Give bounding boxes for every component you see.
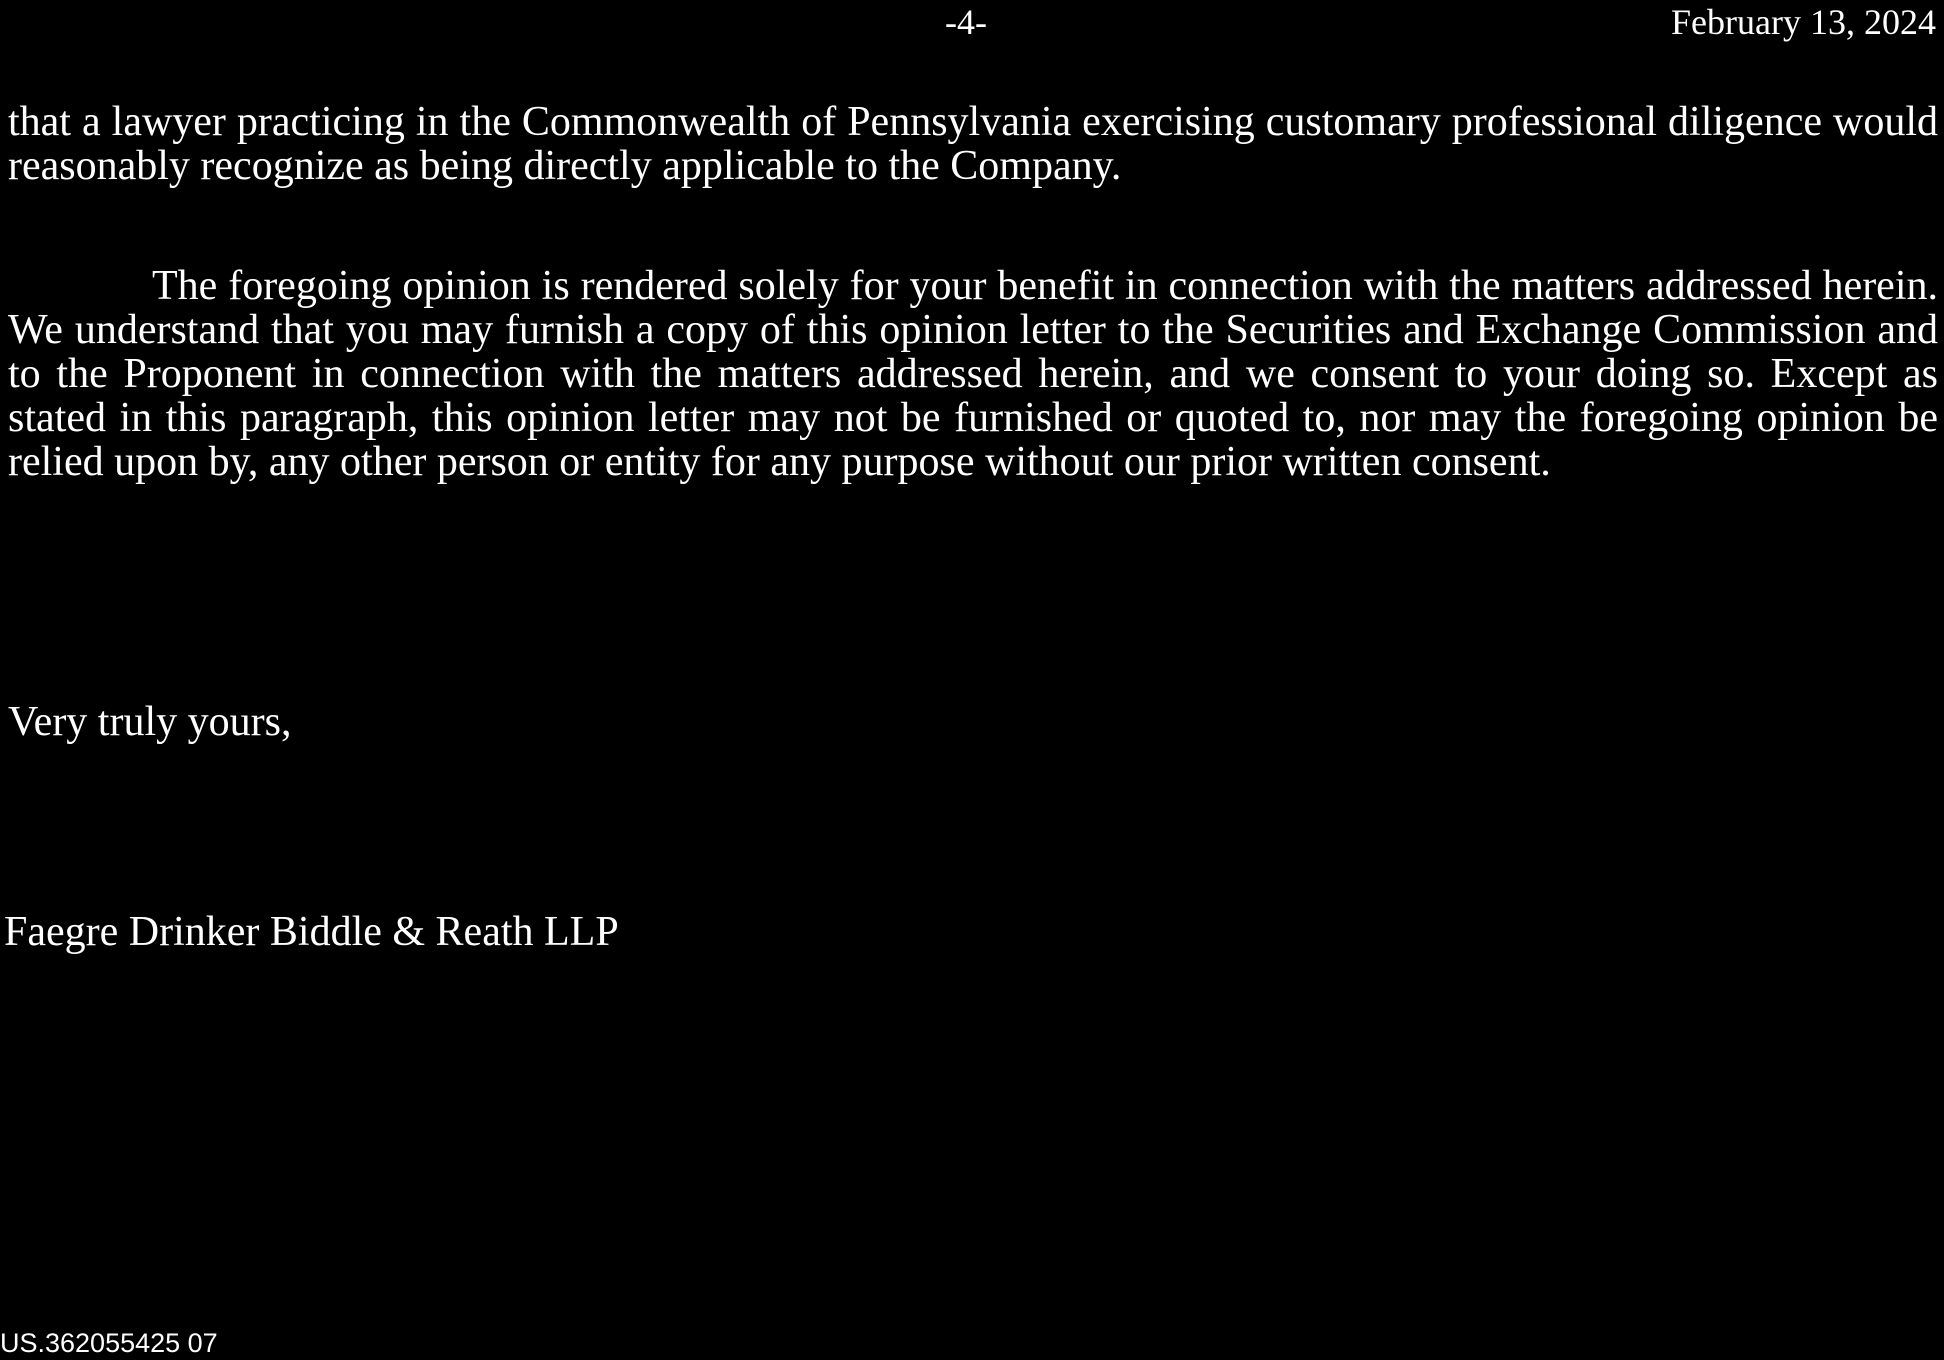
paragraph-reliance: The foregoing opinion is rendered solely for your benefit in connection with the matters addressed herein. We understand that you may furnish a copy of this opinion letter to the Securities and Exchange Commission and to the Proponent in connection with the matters addressed herein, and we consent to your doing so. Except as stated in this paragraph, this opinion letter may not be furnished or quoted to, nor may the foregoing opinion be relied upon by, any other person or entity for any purpose without our prior written consent. xyxy=(8,263,1938,485)
paragraph-continued: that a lawyer practicing in the Commonwealth of Pennsylvania exercising customary professional diligence would reasonably recognize as being directly applicable to the Company. xyxy=(8,99,1938,189)
document-id: US.362055425 07 xyxy=(0,1328,218,1358)
page-number: -4- xyxy=(945,2,987,42)
closing-salutation: Very truly yours, xyxy=(8,699,292,745)
letter-date: February 13, 2024 xyxy=(1671,2,1936,42)
signatory-firm: Faegre Drinker Biddle & Reath LLP xyxy=(4,909,619,955)
